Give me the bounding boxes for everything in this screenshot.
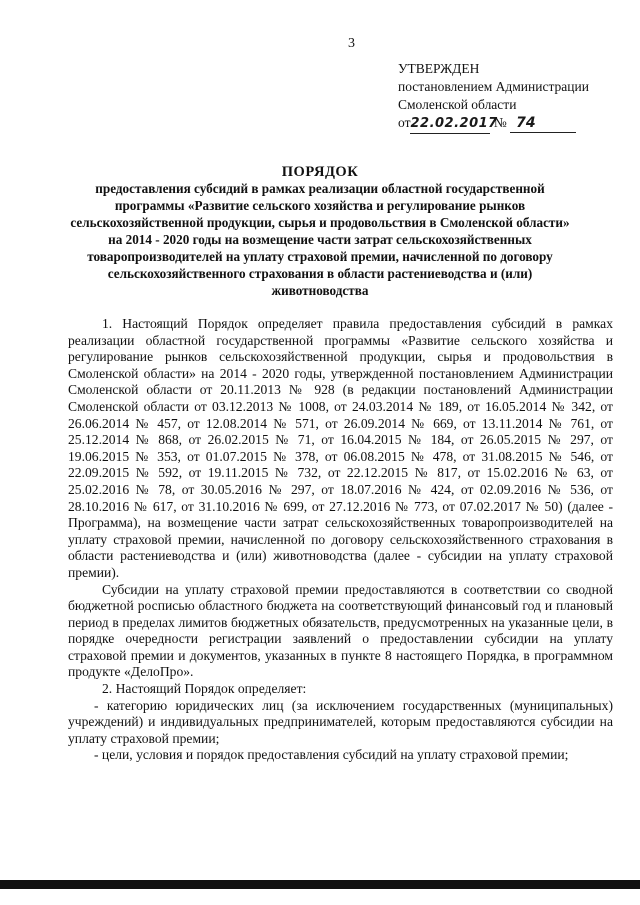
handwritten-date: 22.02.2017 (410, 115, 490, 134)
handwritten-number: 74 (510, 114, 576, 133)
approval-line-2: постановлением Администрации (398, 79, 589, 94)
date-prefix: от (398, 115, 411, 130)
list-item: - цели, условия и порядок предоставления субсидий на уплату страховой премии; (94, 747, 569, 763)
approval-heading: УТВЕРЖДЕН (398, 61, 480, 76)
page-number: 3 (348, 36, 355, 51)
number-prefix: № (493, 115, 507, 130)
approval-line-3: Смоленской области (398, 97, 517, 112)
approval-date-line (398, 114, 589, 134)
document-body (68, 316, 613, 764)
paragraph-1: 1. Настоящий Порядок определяет правила предоставления субсидий в рамках реализации областной государственной программы «Развитие сельского хозяйства и регулирование рынков сельскохозяйственной продукции, сырья и продовольствия в Смоленской области» на 2014 - 2020 годы, утвержденной постановлением Администрации Смоленской области от 20.11.2013 № 928 (в редакции постановлений Администрации Смоленской области от 03.12.2013 № 1008, от 24.03.2014 № 189, от 16.05.2014 № 342, от 26.06.2014 № 457, от 12.08.2014 № 571, от 26.09.2014 № 669, от 13.11.2014 № 761, от 25.12.2014 № 868, от 26.02.2015 № 71, от 16.04.2015 № 184, от 26.05.2015 № 297, от 19.06.2015 № 353, от 01.07.2015 № 378, от 06.08.2015 № 478, от 31.08.2015 № 546, от 22.09.2015 № 592, от 19.11.2015 № 732, от 22.12.2015 № 817, от 15.02.2016 № 63, от 25.02.2016 № 78, от 30.05.2016 № 297, от 18.07.2016 № 424, от 02.09.2016 № 536, от 28.10.2016 № 617, от 31.10.2016 № 699, от 27.12.2016 № 773, от 07.02.2017 № 50) (далее - Программа), на возмещение части затрат сельскохозяйственных товаропроизводителей на уплату страховой премии, начисленной по договору сельскохозяйственного страхования в области растениеводства и (или) животноводства (далее - субсидии на уплату страховой премии). (68, 316, 613, 580)
scan-edge-bar (0, 880, 640, 889)
list-item: - категорию юридических лиц (за исключением государственных (муниципальных) учреждений) и индивидуальных предпринимателей, которым предоставляются субсидии на уплату страховой премии; (68, 697, 613, 746)
paragraph-3: 2. Настоящий Порядок определяет: (102, 681, 307, 697)
document-subtitle: предоставления субсидий в рамках реализации областной государственной программы «Развитие сельского хозяйства и регулирование рынков сельскохозяйственной продукции, сырья и продовольствия в Смоленской области» на 2014 - 2020 годы на возмещение части затрат сельскохозяйственных товаропроизводителей на уплату страховой премии, начисленной по договору сельскохозяйственного страхования в области растениеводства и (или) животноводства (70, 181, 570, 298)
document-title: ПОРЯДОК (281, 164, 359, 180)
approval-stamp (398, 60, 589, 134)
paragraph-2: Субсидии на уплату страховой премии предоставляются в соответствии со сводной бюджетной росписью областного бюджета на соответствующий финансовый год и плановый период в пределах лимитов бюджетных обязательств, предусмотренных на указанные цели, в порядке очередности регистрации заявлений о предоставлении субсидии на уплату страховой премии и документов, указанных в пункте 8 настоящего Порядка, в программном продукте «ДелоПро». (68, 581, 613, 680)
